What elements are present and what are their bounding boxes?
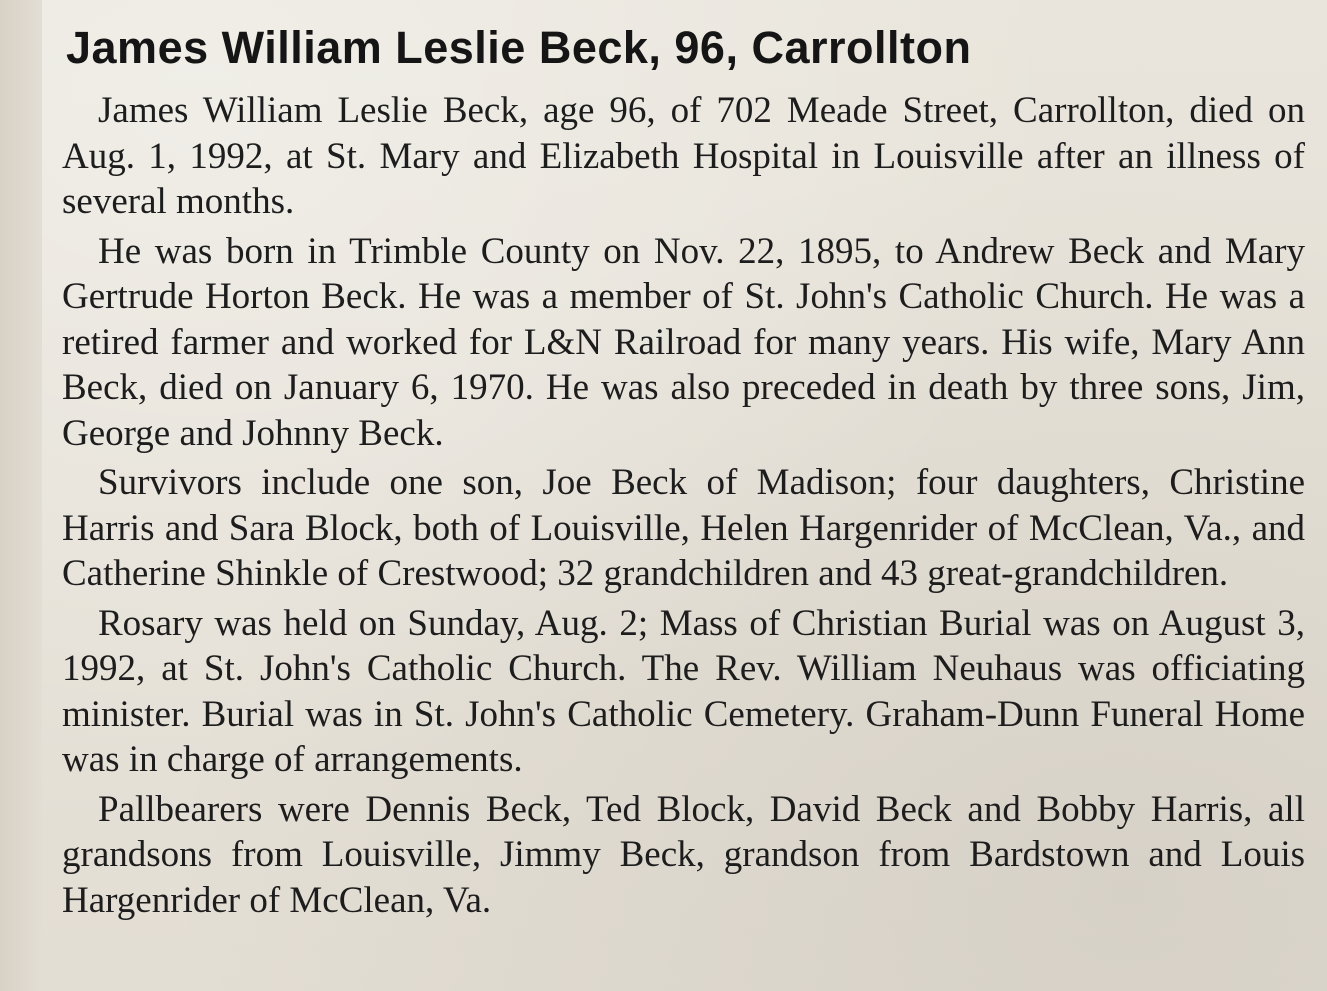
paper-edge	[0, 0, 42, 991]
paragraph-survivors: Survivors include one son, Joe Beck of Madison; four daughters, Christine Harris and Sara Block, both of Louisville, Helen Hargenrider of McClean, Va., and Catherine Shinkle of Crestwood; 32 grandchildren and 43 great-grandchildren.	[62, 462, 1305, 594]
paragraph-death-notice: James William Leslie Beck, age 96, of 702 Meade Street, Carrollton, died on Aug. 1, 1992, at St. Mary and Elizabeth Hospital in Louisville after an illness of several months.	[62, 90, 1305, 222]
paragraph-biography: He was born in Trimble County on Nov. 22, 1895, to Andrew Beck and Mary Gertrude Horton Beck. He was a member of St. John's Catholic Church. He was a retired farmer and worked for L&N Railroad for many years. His wife, Mary Ann Beck, died on January 6, 1970. He was also preceded in death by three sons, Jim, George and Johnny Beck.	[62, 230, 1305, 454]
paragraph-pallbearers: Pallbearers were Dennis Beck, Ted Block, David Beck and Bobby Harris, all grandsons from Louisville, Jimmy Beck, grandson from Bardstown and Louis Hargenrider of McClean, Va.	[62, 788, 1305, 921]
obituary-body	[58, 88, 1305, 923]
paragraph-services: Rosary was held on Sunday, Aug. 2; Mass of Christian Burial was on August 3, 1992, at St. John's Catholic Church. The Rev. William Neuhaus was officiating minister. Burial was in St. John's Catholic Cemetery. Graham-Dunn Funeral Home was in charge of arrangements.	[62, 602, 1305, 780]
obituary-headline: James William Leslie Beck, 96, Carrollton	[66, 22, 972, 73]
